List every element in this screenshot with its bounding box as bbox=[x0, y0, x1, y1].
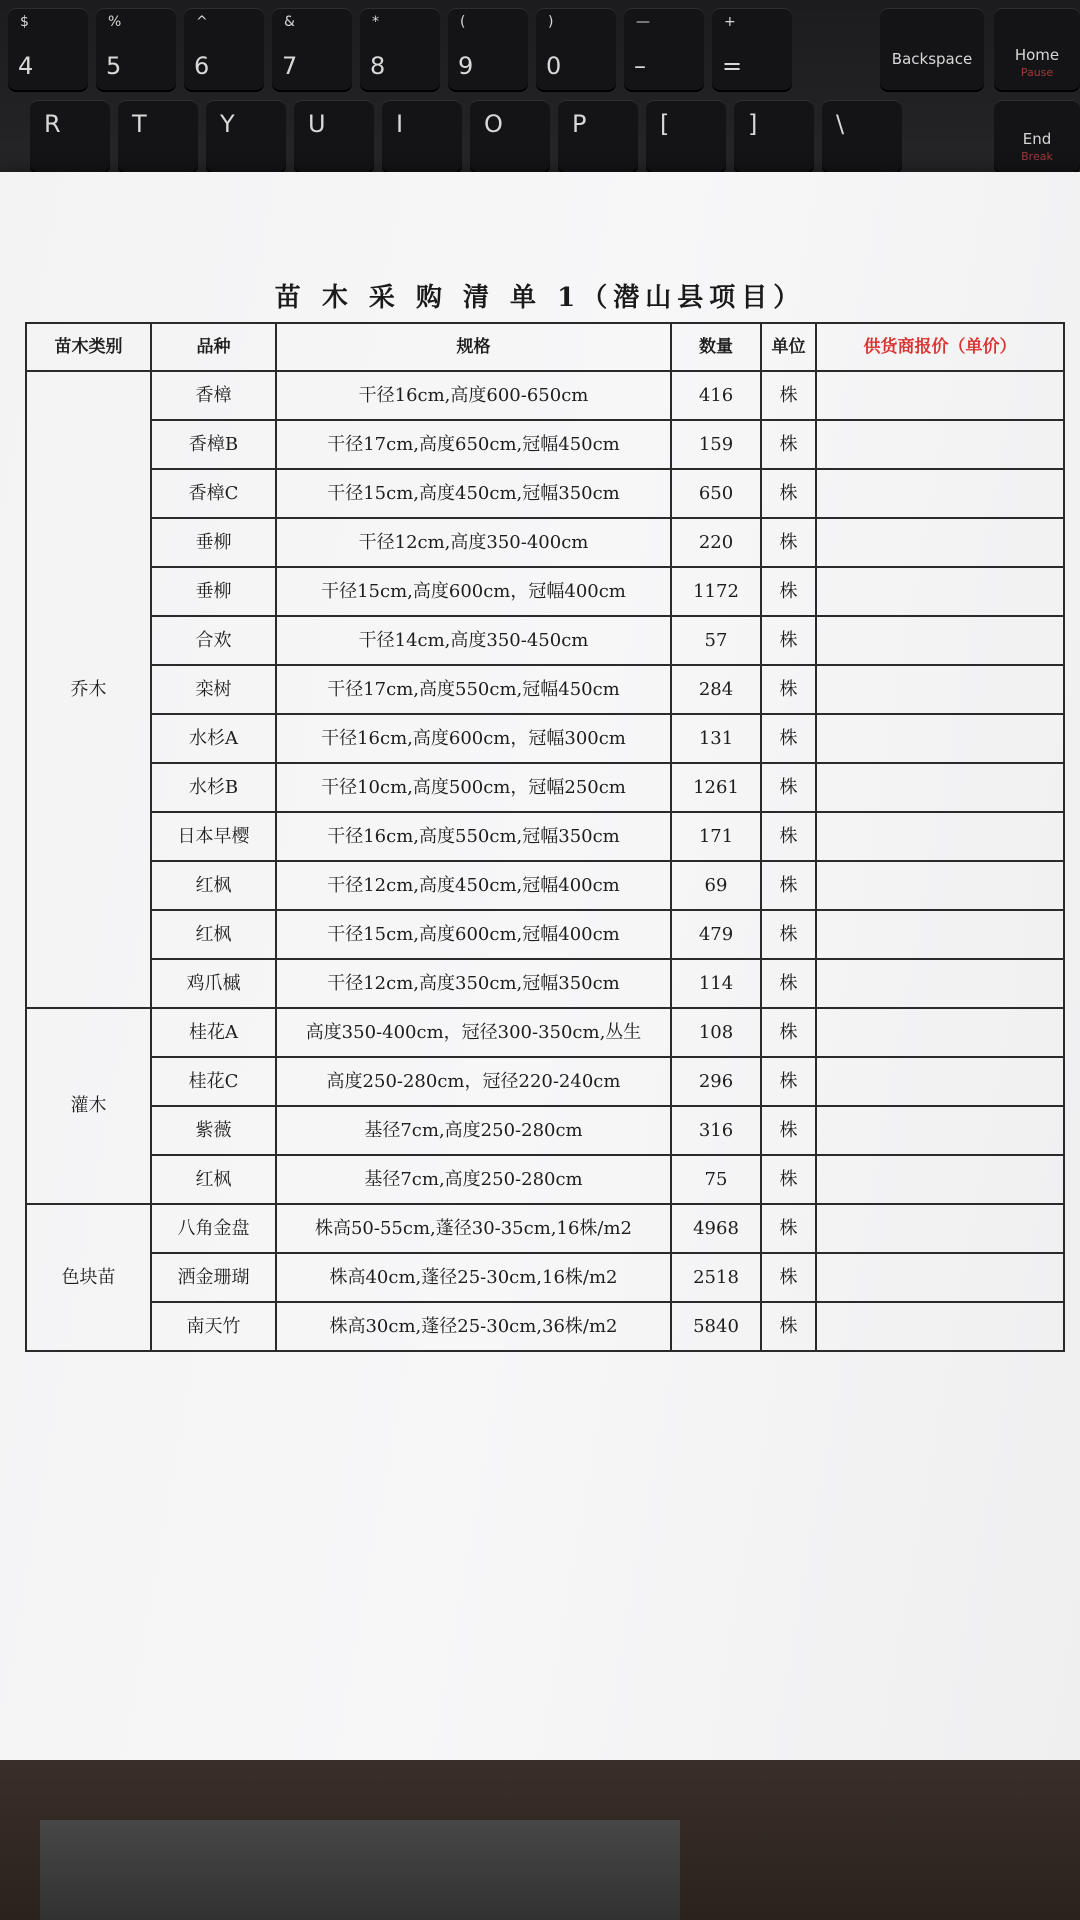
keyboard-key bbox=[96, 8, 176, 90]
unit-cell: 株 bbox=[761, 1302, 816, 1351]
header-spec: 规格 bbox=[276, 323, 671, 371]
keyboard-key-label: O bbox=[484, 110, 503, 138]
unit-cell: 株 bbox=[761, 910, 816, 959]
variety-cell: 水杉A bbox=[151, 714, 276, 763]
keyboard-key-shift-label: + bbox=[724, 14, 736, 30]
unit-cell: 株 bbox=[761, 616, 816, 665]
category-cell: 色块苗 bbox=[26, 1204, 151, 1351]
unit-cell: 株 bbox=[761, 959, 816, 1008]
keyboard-key bbox=[470, 100, 550, 172]
keyboard-key-shift-label: ( bbox=[460, 14, 466, 30]
variety-cell: 香樟 bbox=[151, 371, 276, 420]
keyboard-key bbox=[536, 8, 616, 90]
table-header-row bbox=[26, 323, 1064, 371]
keyboard-key bbox=[734, 100, 814, 172]
quantity-cell: 57 bbox=[671, 616, 761, 665]
variety-cell: 水杉B bbox=[151, 763, 276, 812]
keyboard-key-label: \ bbox=[836, 110, 845, 138]
keyboard-key bbox=[646, 100, 726, 172]
unit-cell: 株 bbox=[761, 714, 816, 763]
quantity-cell: 479 bbox=[671, 910, 761, 959]
table-row bbox=[26, 1204, 1064, 1253]
keyboard-key-shift-label: — bbox=[636, 14, 650, 30]
quantity-cell: 220 bbox=[671, 518, 761, 567]
spec-cell: 干径12cm,高度350-400cm bbox=[276, 518, 671, 567]
spec-cell: 高度250-280cm，冠径220-240cm bbox=[276, 1057, 671, 1106]
keyboard bbox=[0, 0, 1080, 190]
spec-cell: 株高30cm,蓬径25-30cm,36株/m2 bbox=[276, 1302, 671, 1351]
keyboard-key-label: ] bbox=[748, 110, 758, 138]
unit-cell: 株 bbox=[761, 763, 816, 812]
quantity-cell: 416 bbox=[671, 371, 761, 420]
variety-cell: 紫薇 bbox=[151, 1106, 276, 1155]
keyboard-key-label: 5 bbox=[106, 52, 122, 80]
variety-cell: 红枫 bbox=[151, 1155, 276, 1204]
spec-cell: 干径15cm,高度450cm,冠幅350cm bbox=[276, 469, 671, 518]
home-key-label: Home bbox=[1014, 46, 1060, 64]
spec-cell: 干径17cm,高度550cm,冠幅450cm bbox=[276, 665, 671, 714]
keyboard-key-shift-label: ^ bbox=[196, 14, 208, 30]
spec-cell: 干径10cm,高度500cm，冠幅250cm bbox=[276, 763, 671, 812]
keyboard-key-label: 4 bbox=[18, 52, 34, 80]
category-cell: 灌木 bbox=[26, 1008, 151, 1204]
variety-cell: 桂花A bbox=[151, 1008, 276, 1057]
keyboard-key bbox=[206, 100, 286, 172]
keyboard-key-label: Y bbox=[220, 110, 235, 138]
category-cell: 乔木 bbox=[26, 371, 151, 1008]
price-cell bbox=[816, 714, 1064, 763]
unit-cell: 株 bbox=[761, 1204, 816, 1253]
price-cell bbox=[816, 1008, 1064, 1057]
price-cell bbox=[816, 1302, 1064, 1351]
price-cell bbox=[816, 959, 1064, 1008]
price-cell bbox=[816, 763, 1064, 812]
spec-cell: 株高40cm,蓬径25-30cm,16株/m2 bbox=[276, 1253, 671, 1302]
quantity-cell: 108 bbox=[671, 1008, 761, 1057]
unit-cell: 株 bbox=[761, 1008, 816, 1057]
keyboard-key bbox=[360, 8, 440, 90]
table-row bbox=[26, 420, 1064, 469]
keyboard-key bbox=[184, 8, 264, 90]
unit-cell: 株 bbox=[761, 1253, 816, 1302]
table-body bbox=[26, 371, 1064, 1351]
keyboard-key-label: – bbox=[634, 52, 646, 80]
unit-cell: 株 bbox=[761, 812, 816, 861]
keyboard-key-shift-label: $ bbox=[20, 14, 29, 30]
variety-cell: 香樟C bbox=[151, 469, 276, 518]
table-row bbox=[26, 812, 1064, 861]
quantity-cell: 1261 bbox=[671, 763, 761, 812]
keyboard-key-label: 7 bbox=[282, 52, 298, 80]
keyboard-key-label: 8 bbox=[370, 52, 386, 80]
keyboard-key bbox=[712, 8, 792, 90]
unit-cell: 株 bbox=[761, 1057, 816, 1106]
header-price: 供货商报价（单价） bbox=[816, 323, 1064, 371]
price-cell bbox=[816, 420, 1064, 469]
keyboard-key-shift-label: ) bbox=[548, 14, 554, 30]
price-cell bbox=[816, 861, 1064, 910]
table-row bbox=[26, 518, 1064, 567]
quantity-cell: 2518 bbox=[671, 1253, 761, 1302]
unit-cell: 株 bbox=[761, 665, 816, 714]
variety-cell: 八角金盘 bbox=[151, 1204, 276, 1253]
price-cell bbox=[816, 812, 1064, 861]
keyboard-key bbox=[294, 100, 374, 172]
spec-cell: 干径14cm,高度350-450cm bbox=[276, 616, 671, 665]
spec-cell: 干径16cm,高度600cm，冠幅300cm bbox=[276, 714, 671, 763]
variety-cell: 合欢 bbox=[151, 616, 276, 665]
price-cell bbox=[816, 567, 1064, 616]
document-sheet bbox=[0, 172, 1080, 1760]
table-row bbox=[26, 861, 1064, 910]
unit-cell: 株 bbox=[761, 567, 816, 616]
keyboard-key bbox=[822, 100, 902, 172]
variety-cell: 日本早樱 bbox=[151, 812, 276, 861]
keyboard-key-label: 9 bbox=[458, 52, 474, 80]
quantity-cell: 1172 bbox=[671, 567, 761, 616]
table-row bbox=[26, 1253, 1064, 1302]
table-row bbox=[26, 665, 1064, 714]
keyboard-key-label: R bbox=[44, 110, 61, 138]
unit-cell: 株 bbox=[761, 469, 816, 518]
price-cell bbox=[816, 1204, 1064, 1253]
quantity-cell: 5840 bbox=[671, 1302, 761, 1351]
unit-cell: 株 bbox=[761, 371, 816, 420]
variety-cell: 垂柳 bbox=[151, 567, 276, 616]
variety-cell: 香樟B bbox=[151, 420, 276, 469]
quantity-cell: 114 bbox=[671, 959, 761, 1008]
keyboard-key bbox=[448, 8, 528, 90]
cloth bbox=[40, 1820, 680, 1920]
variety-cell: 南天竹 bbox=[151, 1302, 276, 1351]
quantity-cell: 159 bbox=[671, 420, 761, 469]
table-row bbox=[26, 371, 1064, 420]
unit-cell: 株 bbox=[761, 420, 816, 469]
keyboard-key bbox=[8, 8, 88, 90]
keyboard-key bbox=[382, 100, 462, 172]
spec-cell: 基径7cm,高度250-280cm bbox=[276, 1106, 671, 1155]
unit-cell: 株 bbox=[761, 518, 816, 567]
header-category: 苗木类别 bbox=[26, 323, 151, 371]
variety-cell: 红枫 bbox=[151, 910, 276, 959]
table-row bbox=[26, 1155, 1064, 1204]
keyboard-key bbox=[272, 8, 352, 90]
variety-cell: 垂柳 bbox=[151, 518, 276, 567]
quantity-cell: 296 bbox=[671, 1057, 761, 1106]
keyboard-key-label: = bbox=[722, 52, 743, 80]
backspace-key-label: Backspace bbox=[891, 50, 973, 68]
table-row bbox=[26, 616, 1064, 665]
keyboard-key bbox=[624, 8, 704, 90]
quantity-cell: 650 bbox=[671, 469, 761, 518]
keyboard-key-label: 0 bbox=[546, 52, 562, 80]
end-key-sublabel: Break bbox=[1021, 150, 1053, 163]
price-cell bbox=[816, 665, 1064, 714]
keyboard-key-label: P bbox=[572, 110, 587, 138]
keyboard-key bbox=[30, 100, 110, 172]
spec-cell: 株高50-55cm,蓬径30-35cm,16株/m2 bbox=[276, 1204, 671, 1253]
home-key bbox=[994, 8, 1080, 90]
spec-cell: 干径12cm,高度450cm,冠幅400cm bbox=[276, 861, 671, 910]
keyboard-key-label: I bbox=[396, 110, 404, 138]
spec-cell: 干径16cm,高度600-650cm bbox=[276, 371, 671, 420]
keyboard-key-label: T bbox=[132, 110, 147, 138]
keyboard-key-shift-label: % bbox=[108, 14, 122, 30]
variety-cell: 红枫 bbox=[151, 861, 276, 910]
price-cell bbox=[816, 1106, 1064, 1155]
price-cell bbox=[816, 1057, 1064, 1106]
variety-cell: 栾树 bbox=[151, 665, 276, 714]
price-cell bbox=[816, 518, 1064, 567]
table-row bbox=[26, 763, 1064, 812]
variety-cell: 洒金珊瑚 bbox=[151, 1253, 276, 1302]
keyboard-key-shift-label: & bbox=[284, 14, 295, 30]
quantity-cell: 284 bbox=[671, 665, 761, 714]
price-cell bbox=[816, 1253, 1064, 1302]
table-row bbox=[26, 714, 1064, 763]
table-row bbox=[26, 567, 1064, 616]
table-row bbox=[26, 469, 1064, 518]
keyboard-key-shift-label: * bbox=[372, 14, 379, 30]
table-row bbox=[26, 1106, 1064, 1155]
spec-cell: 干径15cm,高度600cm,冠幅400cm bbox=[276, 910, 671, 959]
unit-cell: 株 bbox=[761, 1106, 816, 1155]
price-cell bbox=[816, 910, 1064, 959]
table-row bbox=[26, 1008, 1064, 1057]
table-row bbox=[26, 959, 1064, 1008]
variety-cell: 桂花C bbox=[151, 1057, 276, 1106]
keyboard-key bbox=[118, 100, 198, 172]
price-cell bbox=[816, 469, 1064, 518]
end-key-label: End bbox=[1022, 130, 1052, 148]
quantity-cell: 131 bbox=[671, 714, 761, 763]
keyboard-key-label: [ bbox=[660, 110, 670, 138]
table-row bbox=[26, 1302, 1064, 1351]
spec-cell: 干径15cm,高度600cm，冠幅400cm bbox=[276, 567, 671, 616]
spec-cell: 基径7cm,高度250-280cm bbox=[276, 1155, 671, 1204]
variety-cell: 鸡爪槭 bbox=[151, 959, 276, 1008]
unit-cell: 株 bbox=[761, 1155, 816, 1204]
spec-cell: 干径16cm,高度550cm,冠幅350cm bbox=[276, 812, 671, 861]
price-cell bbox=[816, 1155, 1064, 1204]
quantity-cell: 316 bbox=[671, 1106, 761, 1155]
home-key-sublabel: Pause bbox=[1020, 66, 1054, 79]
price-cell bbox=[816, 371, 1064, 420]
spec-cell: 高度350-400cm，冠径300-350cm,丛生 bbox=[276, 1008, 671, 1057]
keyboard-key-label: 6 bbox=[194, 52, 210, 80]
header-unit: 单位 bbox=[761, 323, 816, 371]
table-row bbox=[26, 910, 1064, 959]
table-row bbox=[26, 1057, 1064, 1106]
backspace-key bbox=[880, 8, 984, 90]
spec-cell: 干径12cm,高度350cm,冠幅350cm bbox=[276, 959, 671, 1008]
procurement-table bbox=[25, 322, 1065, 1352]
price-cell bbox=[816, 616, 1064, 665]
end-key bbox=[994, 100, 1080, 172]
unit-cell: 株 bbox=[761, 861, 816, 910]
keyboard-key bbox=[558, 100, 638, 172]
quantity-cell: 75 bbox=[671, 1155, 761, 1204]
keyboard-key-label: U bbox=[308, 110, 326, 138]
quantity-cell: 171 bbox=[671, 812, 761, 861]
header-variety: 品种 bbox=[151, 323, 276, 371]
quantity-cell: 69 bbox=[671, 861, 761, 910]
spec-cell: 干径17cm,高度650cm,冠幅450cm bbox=[276, 420, 671, 469]
header-quantity: 数量 bbox=[671, 323, 761, 371]
quantity-cell: 4968 bbox=[671, 1204, 761, 1253]
document-title: 苗 木 采 购 清 单 1（潜山县项目） bbox=[274, 283, 806, 313]
